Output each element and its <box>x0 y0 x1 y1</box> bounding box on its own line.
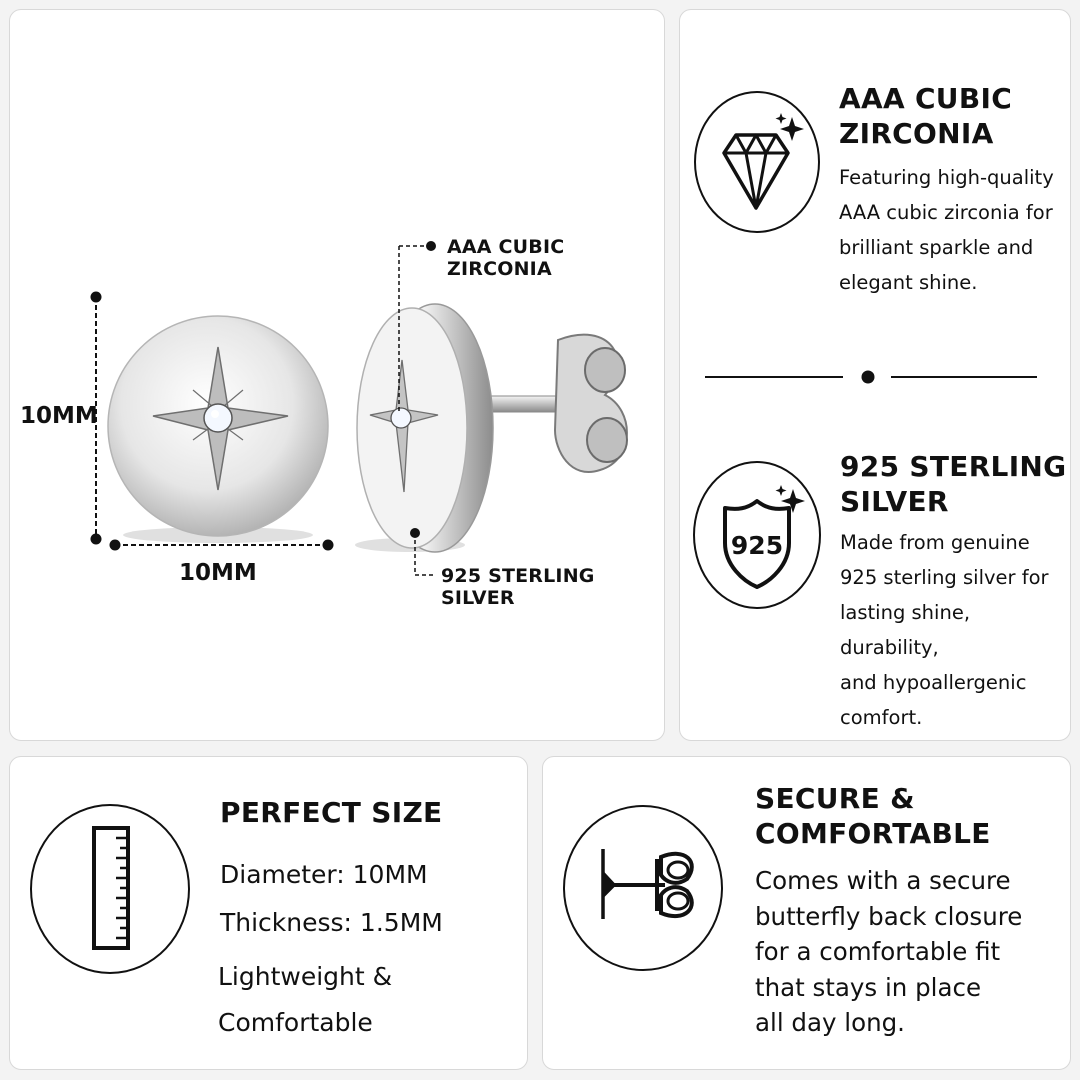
callout-silver-label: 925 STERLING SILVER <box>441 565 595 609</box>
earring-front-view <box>108 316 328 543</box>
feature-zirconia-text: Featuring high-quality AAA cubic zirconia for brilliant sparkle and elegant shine. <box>839 166 1054 294</box>
feature-silver-title: 925 STERLING SILVER <box>840 450 1067 518</box>
callout-zirconia-label: AAA CUBIC ZIRCONIA <box>447 236 565 280</box>
secure-panel <box>542 756 1071 1070</box>
feature-zirconia-title: AAA CUBIC ZIRCONIA <box>839 82 1013 150</box>
ruler-icon-circle <box>30 804 190 974</box>
width-label: 10MM <box>179 560 257 586</box>
butterfly-back-icon <box>565 807 720 968</box>
size-title: PERFECT SIZE <box>220 796 443 829</box>
butterfly-back-icon-circle <box>563 805 723 971</box>
secure-text: Comes with a secure butterfly back closure for a comfortable fit that stays in place all day long. <box>755 866 1023 1037</box>
feature-divider <box>705 365 1040 389</box>
secure-title: SECURE & COMFORTABLE <box>755 782 991 850</box>
earring-side-view <box>355 304 627 552</box>
ruler-icon <box>32 806 187 971</box>
product-panel <box>9 9 665 741</box>
diamond-icon <box>696 93 817 230</box>
size-extra: Lightweight & Comfortable <box>218 962 393 1037</box>
height-label: 10MM <box>20 403 98 429</box>
size-panel <box>9 756 528 1070</box>
earring-product-illustration <box>10 10 666 742</box>
shield-925-icon <box>695 463 818 606</box>
size-details: Diameter: 10MM Thickness: 1.5MM <box>220 860 443 937</box>
shield-icon-circle <box>693 461 821 609</box>
diamond-icon-circle <box>694 91 820 233</box>
features-panel <box>679 9 1071 741</box>
shield-badge-text: 925 <box>730 531 784 560</box>
feature-silver-text: Made from genuine 925 sterling silver for lasting shine, durability, and hypoallergenic comfort. <box>840 531 1049 729</box>
